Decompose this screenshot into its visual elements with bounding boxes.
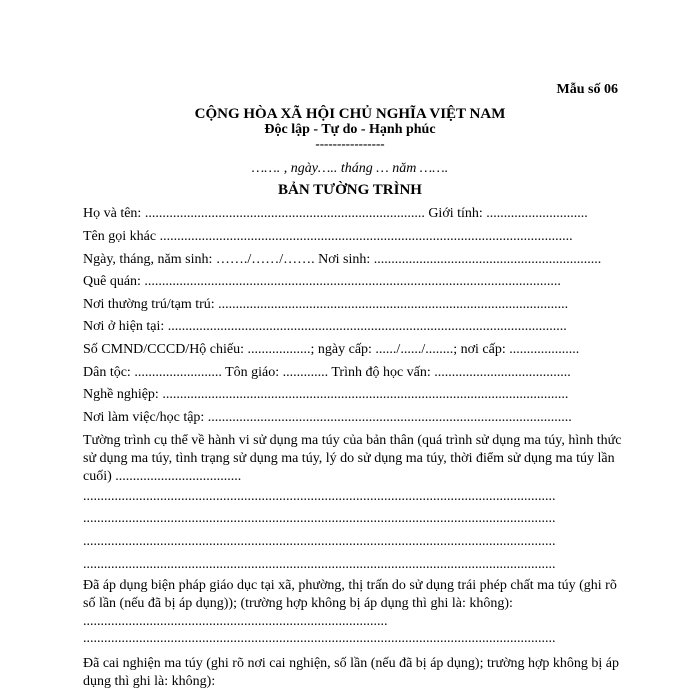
statement-blank-line: ....................................................................................................................................... [83,534,556,549]
field-current-residence: Nơi ở hiện tại: .................................................................................................................. [83,319,567,334]
statement-blank-line: ....................................................................................................................................... [83,489,556,504]
header-divider: ---------------- [315,136,385,151]
education-measure-paragraph: Đã áp dụng biện pháp giáo dục tại xã, phường, thị trấn do sử dụng trái phép chất ma túy (ghi rõ số lần (nếu đã bị áp dụng)); (trường hợp không bị áp dụng thì ghi là: không): ....................................................................................... [83,578,617,629]
form-number: Mẫu số 06 [556,82,618,97]
field-name-gender: Họ và tên: ................................................................................ Giới tính: ............................. [83,206,588,221]
education-measure-blank-line: ....................................................................................................................................... [83,631,556,646]
rehab-paragraph: Đã cai nghiện ma túy (ghi rõ nơi cai nghiện, số lần (nếu đã bị áp dụng); trường hợp không bị áp dụng thì ghi là: không): [83,656,620,689]
statement-paragraph: Tường trình cụ thể về hành vi sử dụng ma túy của bản thân (quá trình sử dụng ma túy, hình thức sử dụng ma túy, tình trạng sử dụng ma túy, lý do sử dụng ma túy, thời điểm sử dụng ma túy lần cuối) .................................... [83,433,622,484]
field-ethnicity-religion-education: Dân tộc: ......................... Tôn giáo: ............. Trình độ học vấn: ....................................... [83,365,571,380]
field-birth: Ngày, tháng, năm sinh: ……./……/……. Nơi sinh: ................................................................. [83,252,602,267]
field-other-name: Tên gọi khác ...................................................................................................................... [83,229,573,244]
document-title: BẢN TƯỜNG TRÌNH [278,182,422,198]
field-permanent-residence: Nơi thường trú/tạm trú: .................................................................................................... [83,297,569,312]
field-id-card: Số CMND/CCCD/Hộ chiếu: ..................; ngày cấp: ....../....../........; nơi cấp: .................... [83,342,580,357]
statement-blank-line: ....................................................................................................................................... [83,511,556,526]
national-title: CỘNG HÒA XÃ HỘI CHỦ NGHĨA VIỆT NAM [194,106,506,122]
statement-blank-line: ....................................................................................................................................... [83,557,556,572]
national-motto: Độc lập - Tự do - Hạnh phúc [264,122,436,137]
date-line: ……. , ngày….. tháng … năm ……. [251,161,449,176]
field-occupation: Nghề nghiệp: .................................................................................................................... [83,387,569,402]
field-hometown: Quê quán: ....................................................................................................................... [83,274,561,289]
field-workplace: Nơi làm việc/học tập: ........................................................................................................ [83,410,572,425]
